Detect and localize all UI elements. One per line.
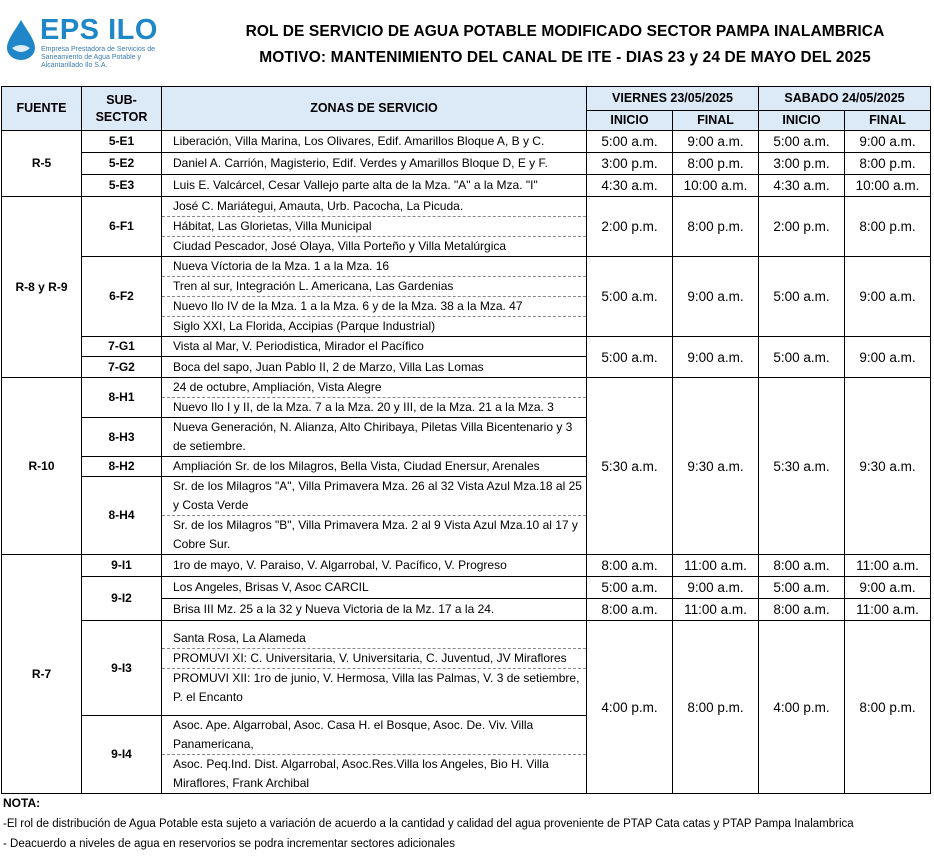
zona-line: José C. Mariátegui, Amauta, Urb. Pacocha, La Picuda. bbox=[173, 199, 464, 213]
zona-line: Tren al sur, Integración L. Americana, Las Gardenias bbox=[162, 276, 586, 296]
time-cell: 8:00 p.m. bbox=[673, 621, 759, 794]
zona-group bbox=[162, 378, 587, 418]
time-cell: 4:30 a.m. bbox=[587, 175, 673, 197]
time-cell: 5:00 a.m. bbox=[759, 257, 845, 337]
time-cell: 5:30 a.m. bbox=[587, 378, 673, 555]
time-cell: 10:00 a.m. bbox=[673, 175, 759, 197]
subsector-cell: 7-G1 bbox=[82, 337, 162, 357]
zona-cell: Boca del sapo, Juan Pablo II, 2 de Marzo, Villa Las Lomas bbox=[162, 357, 587, 378]
zona-cell: Vista al Mar, V. Periodistica, Mirador el Pacífico bbox=[162, 337, 587, 357]
time-cell: 11:00 a.m. bbox=[845, 555, 931, 577]
zona-line: Sr. de los Milagros "A", Villa Primavera Mza. 26 al 32 Vista Azul Mza.18 al 25 y Costa Verde bbox=[173, 479, 582, 512]
time-cell: 8:00 p.m. bbox=[673, 153, 759, 175]
subsector-cell: 5-E3 bbox=[82, 175, 162, 197]
header-final: FINAL bbox=[845, 111, 931, 131]
subsector-cell: 8-H2 bbox=[82, 457, 162, 477]
subsector-cell: 6-F1 bbox=[82, 197, 162, 257]
time-cell: 8:00 p.m. bbox=[845, 197, 931, 257]
time-cell: 8:00 p.m. bbox=[845, 153, 931, 175]
notes-title: NOTA: bbox=[3, 796, 41, 810]
time-cell: 4:00 p.m. bbox=[759, 621, 845, 794]
time-cell: 5:00 a.m. bbox=[759, 337, 845, 378]
header-inicio: INICIO bbox=[587, 111, 673, 131]
time-cell: 9:00 a.m. bbox=[845, 257, 931, 337]
eps-ilo-logo bbox=[4, 12, 204, 78]
zona-cell: 1ro de mayo, V. Paraiso, V. Algarrobal, V. Pacífico, V. Progreso bbox=[162, 555, 587, 577]
logo-subtitle: Empresa Prestadora de Servicios de Saneamiento de Agua Potable y Alcantarillado Ilo S.A. bbox=[41, 46, 155, 69]
time-cell: 2:00 p.m. bbox=[587, 197, 673, 257]
header-inicio: INICIO bbox=[759, 111, 845, 131]
note-line: - Deacuerdo a niveles de agua en reservorios se podra incrementar sectores adicionales bbox=[3, 838, 455, 850]
subsector-cell: 9-I1 bbox=[82, 555, 162, 577]
time-cell: 9:00 a.m. bbox=[845, 337, 931, 378]
subsector-cell: 9-I3 bbox=[82, 621, 162, 716]
zona-line: Santa Rosa, La Alameda bbox=[173, 631, 306, 645]
time-cell: 8:00 a.m. bbox=[587, 555, 673, 577]
subsector-cell: 7-G2 bbox=[82, 357, 162, 378]
zona-line: Siglo XXI, La Florida, Accipias (Parque Industrial) bbox=[162, 316, 586, 336]
time-cell: 5:30 a.m. bbox=[759, 378, 845, 555]
fuente-cell: R-7 bbox=[2, 555, 82, 794]
fuente-cell: R-5 bbox=[2, 131, 82, 197]
zona-group bbox=[162, 716, 587, 794]
subsector-cell: 6-F2 bbox=[82, 257, 162, 337]
zona-cell: Los Angeles, Brisas V, Asoc CARCIL bbox=[162, 577, 587, 599]
time-cell: 8:00 p.m. bbox=[845, 621, 931, 794]
time-cell: 5:00 a.m. bbox=[759, 577, 845, 599]
zona-line: PROMUVI XII: 1ro de junio, V. Hermosa, Villa las Palmas, V. 3 de setiembre, P. el Encanto bbox=[162, 668, 586, 707]
note-line: -El rol de distribución de Agua Potable esta sujeto a variación de acuerdo a la cantidad y calidad del agua proveniente de PTAP Cata catas y PTAP Pampa Inalambrica bbox=[3, 818, 854, 830]
notes bbox=[3, 796, 854, 850]
zona-line: Hábitat, Las Glorietas, Villa Municipal bbox=[162, 216, 586, 236]
zona-cell: Ampliación Sr. de los Milagros, Bella Vista, Ciudad Enersur, Arenales bbox=[162, 457, 587, 477]
subsector-cell: 5-E1 bbox=[82, 131, 162, 153]
time-cell: 5:00 a.m. bbox=[587, 131, 673, 153]
time-cell: 11:00 a.m. bbox=[845, 599, 931, 621]
zona-line: Sr. de los Milagros "B", Villa Primavera Mza. 2 al 9 Vista Azul Mza.10 al 17 y Cobre Sur. bbox=[162, 515, 586, 554]
subsector-cell: 8-H3 bbox=[82, 418, 162, 457]
zona-line: Nuevo Ilo I y II, de la Mza. 7 a la Mza. 20 y III, de la Mza. 21 a la Mza. 3 bbox=[162, 397, 586, 417]
time-cell: 8:00 a.m. bbox=[759, 599, 845, 621]
subsector-cell: 9-I2 bbox=[82, 577, 162, 621]
zona-cell: Luis E. Valcárcel, Cesar Vallejo parte alta de la Mza. "A" a la Mza. "I" bbox=[162, 175, 587, 197]
zona-line: Nuevo Ilo IV de la Mza. 1 a la Mza. 6 y de la Mza. 38 a la Mza. 47 bbox=[162, 296, 586, 316]
time-cell: 9:00 a.m. bbox=[673, 257, 759, 337]
time-cell: 8:00 a.m. bbox=[759, 555, 845, 577]
time-cell: 9:00 a.m. bbox=[845, 131, 931, 153]
zona-line: PROMUVI XI: C. Universitaria, V. Universitaria, C. Juventud, JV Miraflores bbox=[162, 648, 586, 668]
time-cell: 9:00 a.m. bbox=[673, 337, 759, 378]
zona-group bbox=[162, 477, 587, 555]
header-day1: VIERNES 23/05/2025 bbox=[587, 87, 759, 111]
water-drop-icon bbox=[4, 18, 38, 62]
time-cell: 3:00 p.m. bbox=[587, 153, 673, 175]
time-cell: 8:00 a.m. bbox=[587, 599, 673, 621]
subsector-cell: 9-I4 bbox=[82, 716, 162, 794]
zona-line: Asoc. Ape. Algarrobal, Asoc. Casa H. el Bosque, Asoc. De. Viv. Villa Panamericana, bbox=[173, 718, 534, 751]
zona-line: 24 de octubre, Ampliación, Vista Alegre bbox=[173, 380, 382, 394]
time-cell: 9:30 a.m. bbox=[673, 378, 759, 555]
time-cell: 9:00 a.m. bbox=[673, 577, 759, 599]
time-cell: 11:00 a.m. bbox=[673, 599, 759, 621]
zona-cell: Liberación, Villa Marina, Los Olivares, Edif. Amarillos Bloque A, B y C. bbox=[162, 131, 587, 153]
time-cell: 3:00 p.m. bbox=[759, 153, 845, 175]
time-cell: 5:00 a.m. bbox=[587, 337, 673, 378]
time-cell: 10:00 a.m. bbox=[845, 175, 931, 197]
zona-cell: Nueva Generación, N. Alianza, Alto Chiribaya, Piletas Villa Bicentenario y 3 de setiembre. bbox=[162, 418, 587, 457]
header-day2: SABADO 24/05/2025 bbox=[759, 87, 931, 111]
subsector-cell: 8-H1 bbox=[82, 378, 162, 418]
zona-line: Ciudad Pescador, José Olaya, Villa Porteño y Villa Metalúrgica bbox=[162, 236, 586, 256]
time-cell: 8:00 p.m. bbox=[673, 197, 759, 257]
zona-group bbox=[162, 197, 587, 257]
header-fuente: FUENTE bbox=[2, 87, 82, 131]
subsector-cell: 5-E2 bbox=[82, 153, 162, 175]
fuente-cell: R-10 bbox=[2, 378, 82, 555]
page-title: ROL DE SERVICIO DE AGUA POTABLE MODIFICADO SECTOR PAMPA INALAMBRICA bbox=[245, 23, 885, 40]
header-zonas: ZONAS DE SERVICIO bbox=[162, 87, 587, 131]
page-subtitle: MOTIVO: MANTENIMIENTO DEL CANAL DE ITE - DIAS 23 y 24 DE MAYO DEL 2025 bbox=[259, 49, 871, 66]
time-cell: 5:00 a.m. bbox=[587, 257, 673, 337]
zona-group bbox=[162, 621, 587, 716]
time-cell: 4:30 a.m. bbox=[759, 175, 845, 197]
time-cell: 11:00 a.m. bbox=[673, 555, 759, 577]
time-cell: 4:00 p.m. bbox=[587, 621, 673, 794]
header-subsector: SUB- SECTOR bbox=[82, 87, 162, 131]
time-cell: 2:00 p.m. bbox=[759, 197, 845, 257]
zona-line: Asoc. Peq.Ind. Dist. Algarrobal, Asoc.Res.Villa los Angeles, Bio H. Villa Miraflores, Frank Archibal bbox=[162, 754, 586, 793]
zona-line: Nueva Víctoria de la Mza. 1 a la Mza. 16 bbox=[173, 259, 390, 273]
time-cell: 9:30 a.m. bbox=[845, 378, 931, 555]
zona-cell: Daniel A. Carrión, Magisterio, Edif. Verdes y Amarillos Bloque D, E y F. bbox=[162, 153, 587, 175]
time-cell: 9:00 a.m. bbox=[673, 131, 759, 153]
header-final: FINAL bbox=[673, 111, 759, 131]
time-cell: 5:00 a.m. bbox=[587, 577, 673, 599]
subsector-cell: 8-H4 bbox=[82, 477, 162, 555]
zona-group bbox=[162, 257, 587, 337]
zona-cell: Brisa III Mz. 25 a la 32 y Nueva Victoria de la Mz. 17 a la 24. bbox=[162, 599, 587, 621]
time-cell: 9:00 a.m. bbox=[845, 577, 931, 599]
fuente-cell: R-8 y R-9 bbox=[2, 197, 82, 378]
logo-brand: EPS ILO bbox=[40, 14, 158, 46]
time-cell: 5:00 a.m. bbox=[759, 131, 845, 153]
schedule-table bbox=[1, 86, 931, 794]
